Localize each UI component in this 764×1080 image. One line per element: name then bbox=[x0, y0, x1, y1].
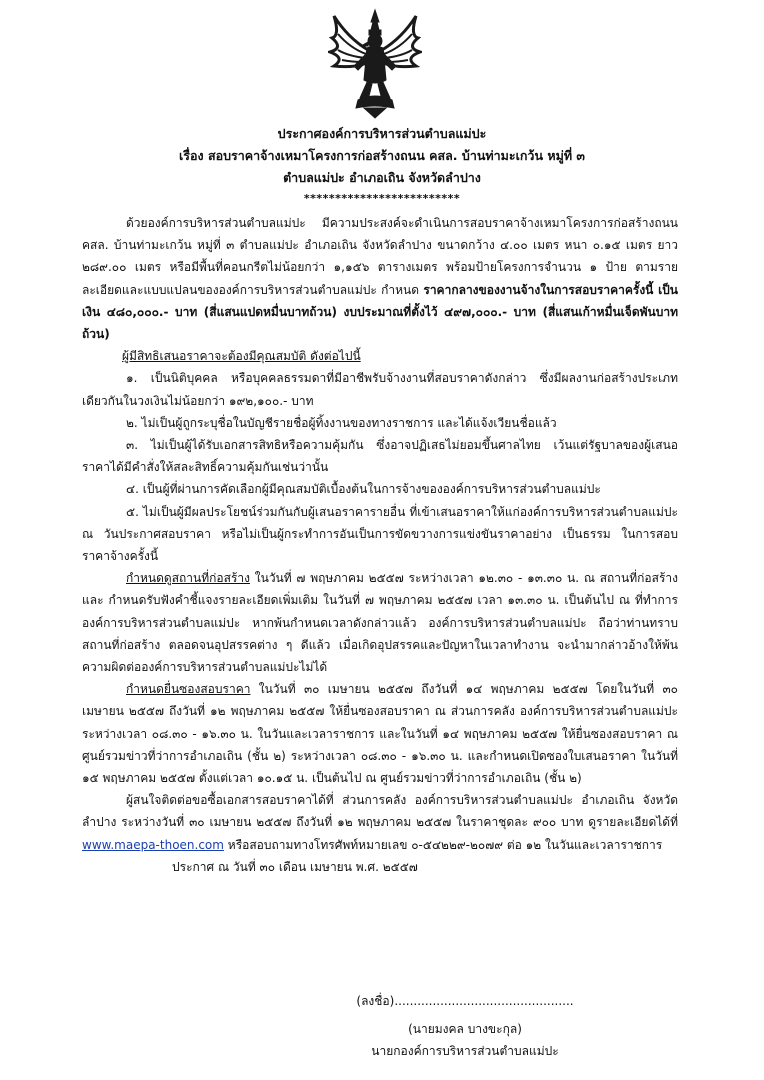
site-visit-paragraph bbox=[82, 567, 678, 678]
site-visit-text: ในวันที่ ๗ พฤษภาคม ๒๕๕๗ ระหว่างเวลา ๑๒.๓๐ - ๑๓.๓๐ น. ณ สถานที่ก่อสร้าง และ กำหนดรับฟังคำชี้แจงรายละเอียดเพิ่มเติม ในวันที่ ๗ พฤษภาคม ๒๕๕๗ เวลา ๑๓.๓๐ น. เป็นต้นไป ณ ที่ทำการองค์การบริหารส่วนตำบลแม่ปะ หากพ้นกำหนดเวลาดังกล่าวแล้ว องค์การบริหารส่วนตำบลแม่ปะ ถือว่าท่านทราบสถานที่ก่อสร้าง ตลอดจนอุปสรรคต่าง ๆ ดีแล้ว เมื่อเกิดอุปสรรคและปัญหาในเวลาทำงาน จะนำมากล่าวอ้างให้พ้นความผิดต่อองค์การบริหารส่วนตำบลแม่ปะไม่ได้ bbox=[82, 571, 678, 675]
purchase-text: ผู้สนใจติดต่อขอซื้อเอกสารสอบราคาได้ที่ ส่วนการคลัง องค์การบริหารส่วนตำบลแม่ปะ อำเภอเถิน จังหวัดลำปาง ระหว่างวันที่ ๓๐ เมษายน ๒๕๕๗ ถึงวันที่ ๑๒ พฤษภาคม ๒๕๕๗ ในราคาชุดละ ๙๐๐ บาท ดูรายละเอียดได้ที่ bbox=[82, 793, 678, 830]
qualification-heading: ผู้มีสิทธิเสนอราคาจะต้องมีคุณสมบัติ ดังต่อไปนี้ bbox=[122, 349, 361, 364]
announce-date: ประกาศ ณ วันที่ ๓๐ เดือน เมษายน พ.ศ. ๒๕๕๗ bbox=[172, 859, 418, 874]
qualification-item: ๑. เป็นนิติบุคคล หรือบุคคลธรรมดาที่มีอาชีพรับจ้างงานที่สอบราคาดังกล่าว ซึ่งมีผลงานก่อสร้างประเภทเดียวกันในวงเงินไม่น้อยกว่า ๑๙๒,๑๐๐.- บาท bbox=[82, 371, 678, 408]
qualification-item: ๔. เป็นผู้ที่ผ่านการคัดเลือกผู้มีคุณสมบัติเบื้องต้นในการจ้างขององค์การบริหารส่วนตำบลแม่ปะ bbox=[126, 482, 601, 497]
announcement-subject: เรื่อง สอบราคาจ้างเหมาโครงการก่อสร้างถนน คสล. บ้านท่ามะเกว้น หมู่ที่ ๓ bbox=[179, 148, 585, 163]
announcement-location: ตำบลแม่ปะ อำเภอเถิน จังหวัดลำปาง bbox=[283, 170, 481, 185]
submission-text: ในวันที่ ๓๐ เมษายน ๒๕๕๗ ถึงวันที่ ๑๔ พฤษภาคม ๒๕๕๗ โดยในวันที่ ๓๐ เมษายน ๒๕๕๗ ถึงวันที่ ๑๒ พฤษภาคม ๒๕๕๗ ให้ยื่นซองสอบราคา ณ ส่วนการคลัง องค์การบริหารส่วนตำบลแม่ปะ ระหว่างเวลา ๐๘.๓๐ - ๑๖.๓๐ น. ในวันและเวลาราชการ และในวันที่ ๑๔ พฤษภาคม ๒๕๕๗ ให้ยื่นซองสอบราคา ณ ศูนย์รวมข่าวที่ว่าการอำเภอเถิน (ชั้น ๒) ระหว่างเวลา ๐๘.๓๐ - ๑๖.๓๐ น. และกำหนดเปิดซองใบเสนอราคา ในวันที่ ๑๕ พฤษภาคม ๒๕๕๗ ตั้งแต่เวลา ๑๐.๑๕ น. เป็นต้นไป ณ ศูนย์รวมข่าวที่ว่าการอำเภอเถิน (ชั้น ๒) bbox=[82, 682, 678, 786]
signature-line: (ลงชื่อ)............................................... bbox=[356, 994, 574, 1008]
intro-paragraph bbox=[82, 212, 678, 345]
intro-text: ด้วยองค์การบริหารส่วนตำบลแม่ปะ มีความประสงค์จะดำเนินการสอบราคาจ้างเหมาโครงการก่อสร้างถนน คสล. บ้านท่ามะเกว้น หมู่ที่ ๓ ตำบลแม่ปะ อำเภอเถิน จังหวัดลำปาง ขนาดกว้าง ๔.๐๐ เมตร หนา ๐.๑๕ เมตร ยาว ๒๘๙.๐๐ เมตร หรือมีพื้นที่คอนกรีตไม่น้อยกว่า ๑,๑๕๖ ตารางเมตร พร้อมป้ายโครงการจำนวน ๑ ป้าย ตามรายละเอียดและแบบแปลนขององค์การบริหารส่วนตำบลแม่ปะ กำหนด bbox=[82, 216, 678, 297]
submission-label: กำหนดยื่นซองสอบราคา bbox=[126, 682, 251, 697]
qualification-item: ๕. ไม่เป็นผู้มีผลประโยชน์ร่วมกันกับผู้เสนอราคารายอื่น ที่เข้าเสนอราคาให้แก่องค์การบริหารส่วนตำบลแม่ปะ ณ วันประกาศสอบราคา หรือไม่เป็นผู้กระทำการอันเป็นการขัดขวางการแข่งขันราคาอย่าง เป็นธรรม ในการสอบราคาจ้างครั้งนี้ bbox=[82, 504, 678, 564]
intro-price-text: ราคากลางของงานจ้างในการสอบราคาครั้งนี้ เป็นเงิน ๔๘๐,๐๐๐.- บาท (สี่แสนแปดหมื่นบาทถ้วน) งบประมาณที่ตั้งไว้ ๔๙๗,๐๐๐.- บาท (สี่แสนเก้าหมื่นเจ็ดพันบาทถ้วน) bbox=[82, 282, 678, 342]
website-link[interactable]: www.maepa-thoen.com bbox=[82, 837, 224, 852]
signatory-name: (นายมงคล บางขะกุล) bbox=[408, 1022, 522, 1036]
document-body bbox=[82, 212, 678, 878]
site-visit-label: กำหนดดูสถานที่ก่อสร้าง bbox=[126, 571, 250, 586]
qualification-item: ๒. ไม่เป็นผู้ถูกระบุชื่อในบัญชีรายชื่อผู้ทิ้งงานของทางราชการ และได้แจ้งเวียนชื่อแล้ว bbox=[126, 415, 557, 430]
purchase-contact-text: หรือสอบถามทางโทรศัพท์หมายเลข ๐-๕๔๒๒๙-๒๐๗๙ ต่อ ๑๒ ในวันและเวลาราชการ bbox=[223, 837, 663, 852]
qualification-heading-row bbox=[82, 345, 678, 367]
announcement-title: ประกาศองค์การบริหารส่วนตำบลแม่ปะ bbox=[277, 126, 487, 141]
signatory-title: นายกองค์การบริหารส่วนตำบลแม่ปะ bbox=[371, 1044, 559, 1058]
garuda-emblem-icon bbox=[328, 8, 422, 120]
qualification-item: ๓. ไม่เป็นผู้ได้รับเอกสารสิทธิหรือความคุ้มกัน ซึ่งอาจปฏิเสธไม่ยอมขึ้นศาลไทย เว้นแต่รัฐบาลของผู้เสนอราคาได้มีคำสั่งให้สละสิทธิ์ความคุ้มกันเช่นว่านั้น bbox=[82, 438, 678, 475]
submission-paragraph bbox=[82, 678, 678, 789]
purchase-paragraph bbox=[82, 789, 678, 856]
separator-stars: ************************* bbox=[303, 192, 461, 205]
